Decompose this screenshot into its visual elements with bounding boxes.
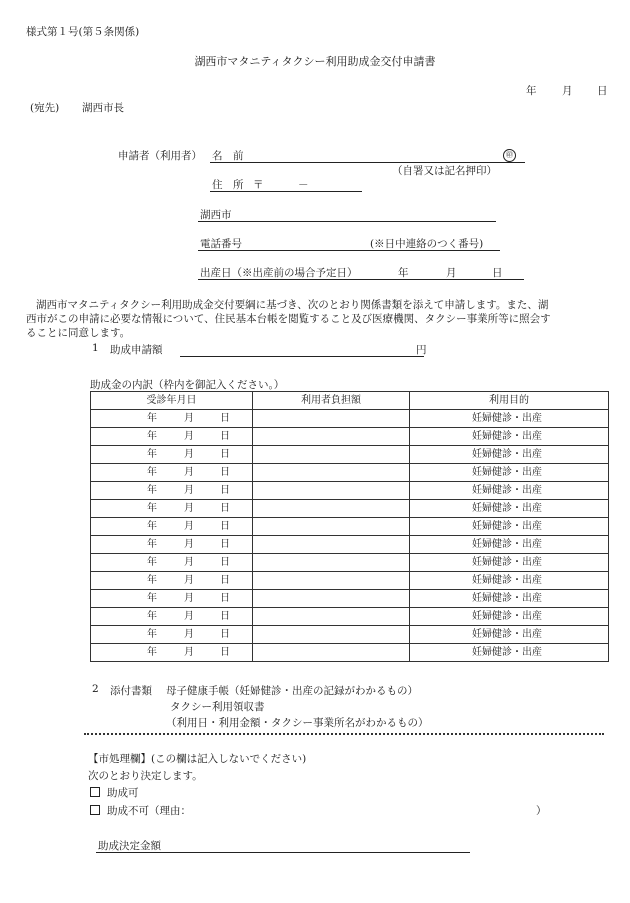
item1-label: 助成申請額	[110, 344, 163, 356]
purpose-cell: 妊婦健診・出産	[410, 536, 609, 554]
postal-code-field[interactable]	[210, 177, 362, 192]
item1-number: 1	[92, 342, 99, 354]
row-year: 年	[147, 413, 157, 424]
name-label: 名 前	[212, 150, 244, 162]
approve-option[interactable]	[90, 785, 139, 800]
row-year: 年	[147, 629, 157, 640]
row-day: 日	[220, 485, 230, 496]
row-day: 日	[220, 557, 230, 568]
attached-doc-1: 母子健康手帳（妊婦健診・出産の記録がわかるもの）	[166, 685, 418, 697]
row-month: 月	[184, 449, 194, 460]
user-cost-cell[interactable]	[253, 428, 410, 446]
birth-date-label: 出産日（※出産前の場合予定日）	[200, 267, 358, 279]
table-row	[91, 572, 609, 590]
row-day: 日	[220, 467, 230, 478]
visit-date-cell[interactable]	[91, 464, 253, 482]
breakdown-label: 助成金の内訳（枠内を御記入ください。）	[90, 379, 285, 391]
row-month: 月	[184, 647, 194, 658]
table-row	[91, 608, 609, 626]
row-year: 年	[147, 557, 157, 568]
date-year: 年	[526, 85, 537, 97]
phone-note: (※日中連絡のつく番号)	[370, 238, 484, 250]
user-cost-cell[interactable]	[253, 518, 410, 536]
reject-close: ）	[536, 805, 547, 817]
purpose-cell: 妊婦健診・出産	[410, 410, 609, 428]
table-row	[91, 428, 609, 446]
purpose-cell: 妊婦健診・出産	[410, 572, 609, 590]
reject-option[interactable]	[90, 803, 191, 818]
intro-line-3: ることに同意します。	[26, 327, 131, 339]
row-month: 月	[184, 431, 194, 442]
row-month: 月	[184, 413, 194, 424]
visit-date-cell[interactable]	[91, 482, 253, 500]
form-title: 湖西市マタニティタクシー利用助成金交付申請書	[194, 55, 436, 68]
visit-date-cell[interactable]	[91, 518, 253, 536]
user-cost-cell[interactable]	[253, 644, 410, 662]
purpose-cell: 妊婦健診・出産	[410, 500, 609, 518]
table-body	[91, 410, 609, 662]
user-cost-cell[interactable]	[253, 590, 410, 608]
table-row	[91, 500, 609, 518]
user-cost-cell[interactable]	[253, 572, 410, 590]
row-year: 年	[147, 503, 157, 514]
row-month: 月	[184, 575, 194, 586]
row-day: 日	[220, 647, 230, 658]
attached-doc-2-note: （利用日・利用金額・タクシー事業所名がわかるもの）	[166, 717, 429, 729]
row-month: 月	[184, 539, 194, 550]
visit-date-cell[interactable]	[91, 554, 253, 572]
row-month: 月	[184, 521, 194, 532]
phone-field[interactable]	[198, 236, 500, 251]
name-field[interactable]	[210, 148, 525, 163]
row-month: 月	[184, 593, 194, 604]
table-row	[91, 554, 609, 572]
city-label: 湖西市	[200, 209, 232, 221]
purpose-cell: 妊婦健診・出産	[410, 644, 609, 662]
table-row	[91, 410, 609, 428]
table-row	[91, 590, 609, 608]
reject-checkbox[interactable]	[90, 805, 100, 815]
row-day: 日	[220, 575, 230, 586]
breakdown-table	[90, 391, 609, 662]
decided-amount-label: 助成決定金額	[98, 840, 161, 852]
item2-label: 添付書類	[110, 685, 152, 697]
row-month: 月	[184, 629, 194, 640]
address-field[interactable]	[198, 207, 496, 222]
item2-number: 2	[92, 683, 99, 695]
table-row	[91, 464, 609, 482]
table-row	[91, 536, 609, 554]
address-label: 住 所	[212, 179, 244, 191]
row-year: 年	[147, 431, 157, 442]
header-user-cost: 利用者負担額	[253, 392, 410, 410]
row-year: 年	[147, 521, 157, 532]
user-cost-cell[interactable]	[253, 554, 410, 572]
decision-text: 次のとおり決定します。	[88, 770, 203, 782]
header-visit-date: 受診年月日	[91, 392, 253, 410]
form-number: 様式第１号(第５条関係)	[26, 26, 140, 38]
birth-month: 月	[446, 267, 457, 279]
row-month: 月	[184, 485, 194, 496]
office-heading: 【市処理欄】(この欄は記入しないでください)	[88, 753, 307, 765]
row-year: 年	[147, 449, 157, 460]
seal-mark: ㊞	[503, 149, 516, 162]
visit-date-cell[interactable]	[91, 410, 253, 428]
user-cost-cell[interactable]	[253, 626, 410, 644]
visit-date-cell[interactable]	[91, 572, 253, 590]
row-year: 年	[147, 593, 157, 604]
item1-unit: 円	[416, 344, 427, 356]
visit-date-cell[interactable]	[91, 428, 253, 446]
row-day: 日	[220, 503, 230, 514]
postal-dash: －	[298, 179, 309, 191]
row-day: 日	[220, 539, 230, 550]
phone-label: 電話番号	[200, 238, 242, 250]
birth-date-field[interactable]	[198, 265, 524, 280]
user-cost-cell[interactable]	[253, 464, 410, 482]
user-cost-cell[interactable]	[253, 500, 410, 518]
birth-year: 年	[398, 267, 409, 279]
visit-date-cell[interactable]	[91, 500, 253, 518]
approve-label: 助成可	[107, 787, 139, 799]
row-year: 年	[147, 647, 157, 658]
user-cost-cell[interactable]	[253, 536, 410, 554]
purpose-cell: 妊婦健診・出産	[410, 482, 609, 500]
row-day: 日	[220, 431, 230, 442]
purpose-cell: 妊婦健診・出産	[410, 554, 609, 572]
intro-line-1: 湖西市マタニティタクシー利用助成金交付要綱に基づき、次のとおり関係書類を添えて申請します。また、湖	[36, 299, 549, 311]
user-cost-cell[interactable]	[253, 482, 410, 500]
row-month: 月	[184, 557, 194, 568]
decided-amount-field[interactable]	[96, 838, 470, 853]
date-day: 日	[597, 85, 608, 97]
row-day: 日	[220, 449, 230, 460]
visit-date-cell[interactable]	[91, 608, 253, 626]
table-row	[91, 446, 609, 464]
row-year: 年	[147, 539, 157, 550]
attached-doc-2: タクシー利用領収書	[170, 701, 265, 713]
approve-checkbox[interactable]	[90, 787, 100, 797]
table-row	[91, 518, 609, 536]
cut-line	[84, 733, 604, 735]
date-month: 月	[562, 85, 573, 97]
reject-label: 助成不可（理由：	[107, 805, 191, 817]
visit-date-cell[interactable]	[91, 626, 253, 644]
row-month: 月	[184, 503, 194, 514]
visit-date-cell[interactable]	[91, 644, 253, 662]
table-row	[91, 482, 609, 500]
addressee-name: 湖西市長	[82, 102, 124, 114]
table-row	[91, 644, 609, 662]
purpose-cell: 妊婦健診・出産	[410, 464, 609, 482]
grant-amount-field[interactable]	[180, 342, 424, 357]
visit-date-cell[interactable]	[91, 590, 253, 608]
purpose-cell: 妊婦健診・出産	[410, 446, 609, 464]
intro-line-2: 西市がこの申請に必要な情報について、住民基本台帳を閲覧すること及び医療機関、タクシー事業所等に照会す	[26, 313, 551, 325]
header-purpose: 利用目的	[410, 392, 609, 410]
purpose-cell: 妊婦健診・出産	[410, 428, 609, 446]
row-month: 月	[184, 467, 194, 478]
user-cost-cell[interactable]	[253, 446, 410, 464]
row-day: 日	[220, 629, 230, 640]
row-day: 日	[220, 593, 230, 604]
row-day: 日	[220, 521, 230, 532]
row-year: 年	[147, 575, 157, 586]
visit-date-cell[interactable]	[91, 536, 253, 554]
row-year: 年	[147, 611, 157, 622]
postal-mark: 〒	[253, 179, 264, 191]
purpose-cell: 妊婦健診・出産	[410, 590, 609, 608]
row-year: 年	[147, 485, 157, 496]
purpose-cell: 妊婦健診・出産	[410, 518, 609, 536]
table-row	[91, 626, 609, 644]
user-cost-cell[interactable]	[253, 608, 410, 626]
applicant-label: 申請者（利用者）	[118, 150, 202, 162]
row-day: 日	[220, 611, 230, 622]
table-header-row	[91, 392, 609, 410]
user-cost-cell[interactable]	[253, 410, 410, 428]
birth-day: 日	[492, 267, 503, 279]
addressee-prefix: (宛先)	[30, 102, 60, 114]
row-day: 日	[220, 413, 230, 424]
visit-date-cell[interactable]	[91, 446, 253, 464]
purpose-cell: 妊婦健診・出産	[410, 626, 609, 644]
seal-note: （自署又は記名押印）	[392, 165, 497, 177]
purpose-cell: 妊婦健診・出産	[410, 608, 609, 626]
row-month: 月	[184, 611, 194, 622]
row-year: 年	[147, 467, 157, 478]
